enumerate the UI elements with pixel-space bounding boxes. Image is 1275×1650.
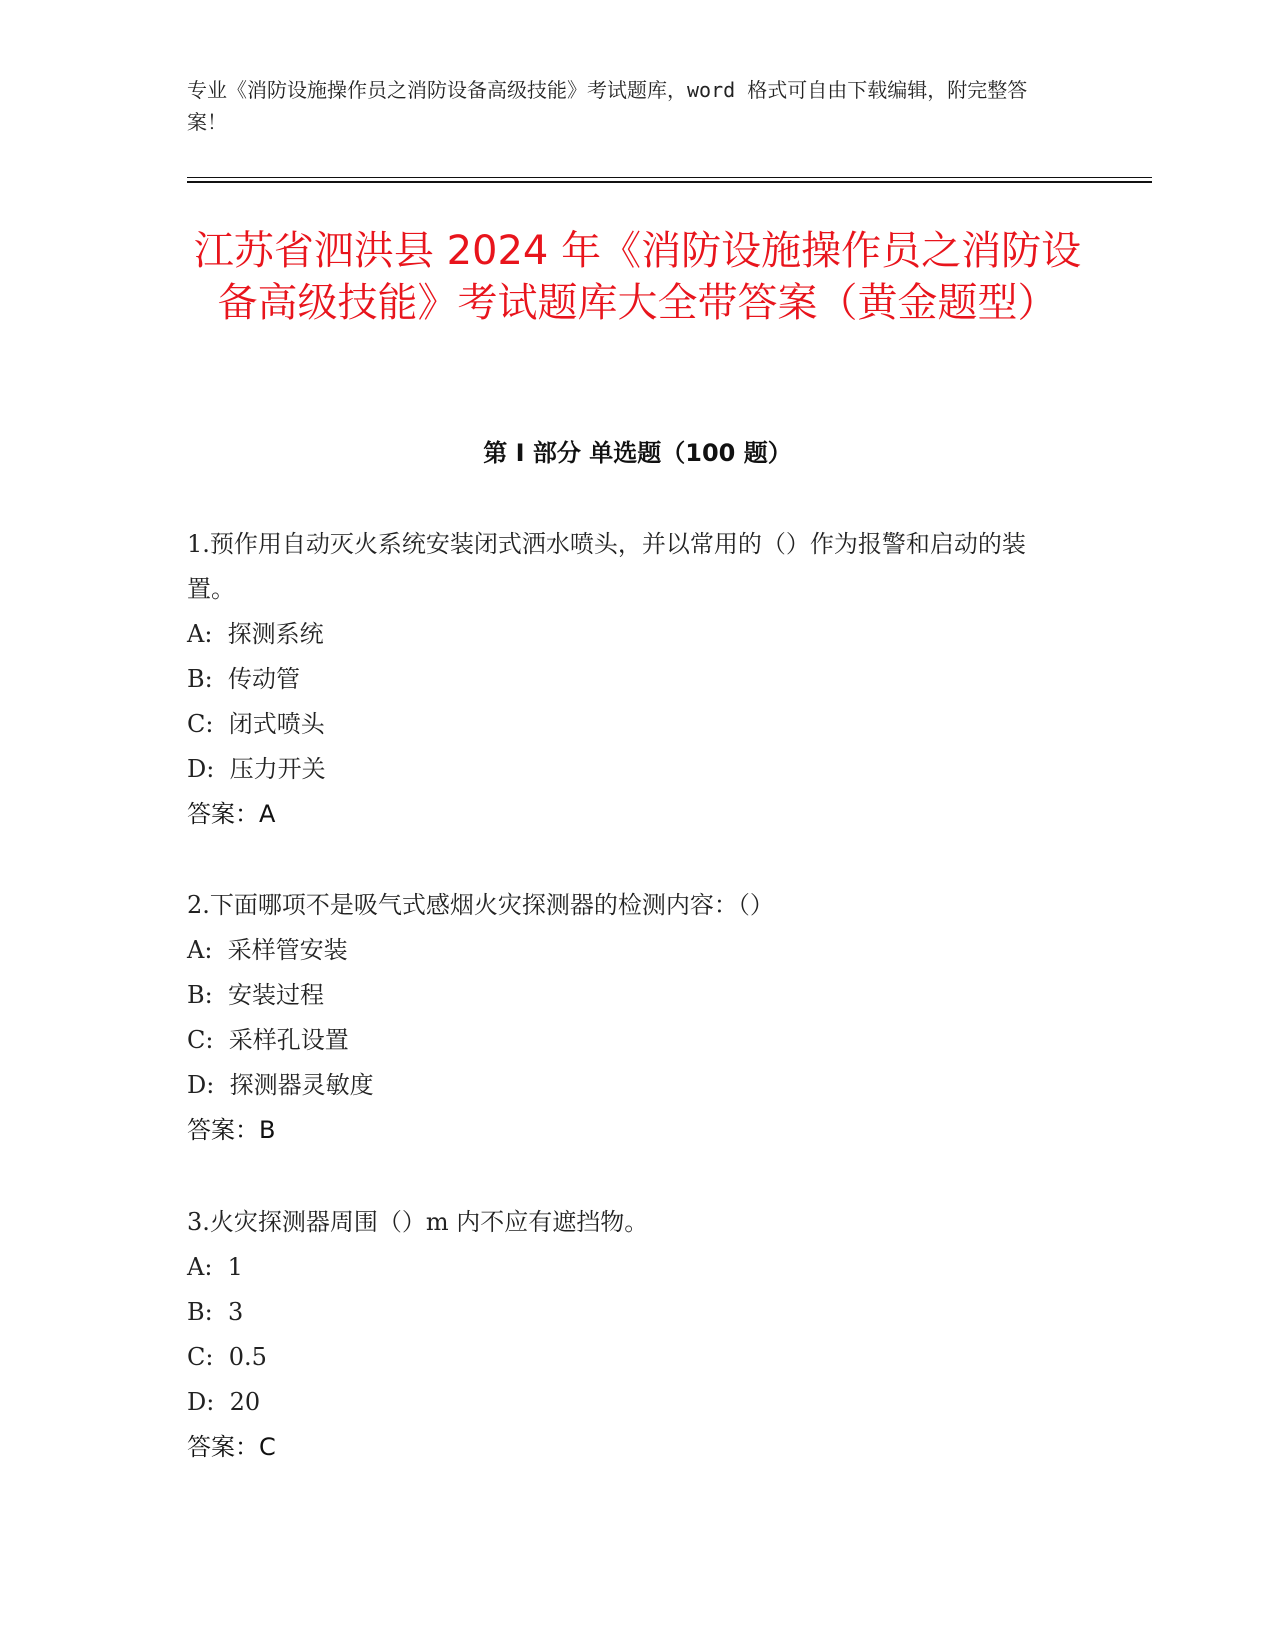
header-note: 专业《消防设施操作员之消防设备高级技能》考试题库，word 格式可自由下载编辑，附完整答案！ xyxy=(187,78,1028,134)
question-stem: 2.下面哪项不是吸气式感烟火灾探测器的检测内容：（） xyxy=(187,891,774,919)
option-a: A: 探测系统 xyxy=(187,620,324,648)
option-d: D: 20 xyxy=(187,1388,261,1416)
document-title: 江苏省泗洪县 2024 年《消防设施操作员之消防设备高级技能》考试题库大全带答案（黄金题型） xyxy=(193,228,1082,326)
option-b: B: 3 xyxy=(187,1298,244,1326)
answer-line: 答案：A xyxy=(187,800,276,828)
option-a: A: 采样管安装 xyxy=(187,936,348,964)
option-b: B: 传动管 xyxy=(187,665,300,693)
option-d: D: 压力开关 xyxy=(187,755,326,783)
answer-line: 答案：C xyxy=(187,1433,276,1461)
question-item xyxy=(187,522,1057,837)
header-divider-thin xyxy=(187,177,1152,178)
option-d: D: 探测器灵敏度 xyxy=(187,1071,374,1099)
question-item xyxy=(187,883,1057,1153)
answer-line: 答案：B xyxy=(187,1116,276,1144)
question-item xyxy=(187,1200,1057,1470)
question-stem: 1.预作用自动灭火系统安装闭式洒水喷头，并以常用的（）作为报警和启动的装置。 xyxy=(187,530,1026,603)
option-b: B: 安装过程 xyxy=(187,981,324,1009)
question-stem: 3.火灾探测器周围（）m 内不应有遮挡物。 xyxy=(187,1208,649,1236)
section-title: 第 I 部分 单选题（100 题） xyxy=(483,439,792,467)
option-a: A: 1 xyxy=(187,1253,243,1281)
option-c: C: 采样孔设置 xyxy=(187,1026,349,1054)
option-c: C: 0.5 xyxy=(187,1343,267,1371)
header-divider-thick xyxy=(187,181,1152,183)
option-c: C: 闭式喷头 xyxy=(187,710,325,738)
